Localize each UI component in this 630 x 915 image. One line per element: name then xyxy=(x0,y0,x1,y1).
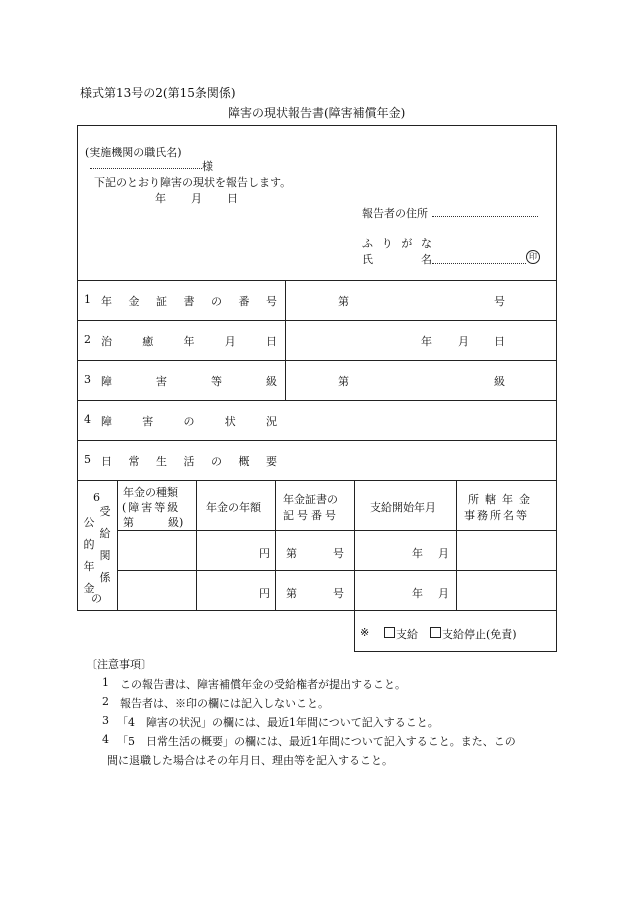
row1-label: 年 金 証 書 の 番 号 xyxy=(101,295,277,308)
note2-text: 報告者は、※印の欄には記入しないこと。 xyxy=(120,697,329,710)
data-row1-year: 年 xyxy=(412,547,423,560)
seal-mark: 印 xyxy=(526,250,540,264)
note1-text: この報告書は、障害補償年金の受給権者が提出すること。 xyxy=(120,678,406,691)
header-office-line2: 事務所名等 xyxy=(464,509,529,522)
data-row1-go: 号 xyxy=(333,547,344,560)
data-row2-go: 号 xyxy=(333,587,344,600)
label-shikyu: 支給 xyxy=(396,628,418,641)
checkbox-shikyu[interactable] xyxy=(384,627,395,638)
header-cert-line1: 年金証書の xyxy=(283,493,338,506)
label-teishi: 支給停止(免責) xyxy=(442,628,517,641)
row3-number: 3 xyxy=(84,373,91,386)
header-amount: 年金の年額 xyxy=(206,501,261,514)
col-line xyxy=(456,480,457,611)
data-row2-year: 年 xyxy=(412,587,423,600)
notes-title: 〔注意事項〕 xyxy=(86,658,152,671)
header-type-line3b: 級) xyxy=(168,516,184,529)
data-row2-month: 月 xyxy=(438,587,449,600)
note3-number: 3 xyxy=(102,714,109,727)
note2-number: 2 xyxy=(102,695,109,708)
header-start: 支給開始年月 xyxy=(370,501,436,514)
note1-number: 1 xyxy=(102,676,109,689)
page-title: 障害の現状報告書(障害補償年金) xyxy=(228,106,406,120)
col-line xyxy=(285,280,286,400)
row-line xyxy=(77,320,557,321)
row2-day: 日 xyxy=(494,335,505,348)
checkbox-teishi[interactable] xyxy=(430,627,441,638)
section6-number: 6 xyxy=(93,491,100,504)
row3-dai: 第 xyxy=(338,375,349,388)
row5-label: 日 常 生 活 の 概 要 xyxy=(101,455,277,468)
header-cert-line2: 記号番号 xyxy=(283,509,339,522)
section6-particle: の xyxy=(91,592,102,605)
row-line xyxy=(77,280,557,281)
data-row2-dai: 第 xyxy=(286,587,297,600)
note3-text: 「4 障害の状況」の欄には、最近1年間について記入すること。 xyxy=(117,716,439,729)
row1-dai: 第 xyxy=(338,295,349,308)
section6-vertical-col2: 受 給 関 係 xyxy=(99,505,111,584)
data-row2-yen: 円 xyxy=(259,587,270,600)
data-row1-dai: 第 xyxy=(286,547,297,560)
note4-text-line2: 間に退職した場合はその年月日、理由等を記入すること。 xyxy=(107,754,393,767)
row-line xyxy=(117,570,557,571)
data-row1-month: 月 xyxy=(438,547,449,560)
form-number: 様式第13号の2(第15条関係) xyxy=(80,86,236,100)
row5-number: 5 xyxy=(84,453,91,466)
col-line xyxy=(117,480,118,611)
table-border-right xyxy=(556,125,557,652)
furigana-label: ふ り が な xyxy=(362,237,432,250)
row2-number: 2 xyxy=(84,333,91,346)
section6-vertical-col1: 公 的 年 金 xyxy=(83,516,95,595)
row-line xyxy=(77,480,557,481)
header-type-line3a: 第 xyxy=(123,516,134,529)
row-line xyxy=(77,400,557,401)
col-line xyxy=(354,480,355,652)
date-month: 月 xyxy=(191,192,202,205)
col-line xyxy=(275,480,276,611)
data-row1-yen: 円 xyxy=(259,547,270,560)
row-line xyxy=(77,610,557,611)
address-label: 報告者の住所 xyxy=(362,207,428,220)
row2-year: 年 xyxy=(421,335,432,348)
note4-number: 4 xyxy=(102,733,109,746)
row2-label: 治 癒 年 月 日 xyxy=(101,335,277,348)
row-line xyxy=(117,530,557,531)
row1-number: 1 xyxy=(84,293,91,306)
agency-name-line[interactable] xyxy=(90,168,202,169)
date-year: 年 xyxy=(155,192,166,205)
address-line[interactable] xyxy=(432,216,538,217)
row-line xyxy=(77,440,557,441)
header-type-line1: 年金の種類 xyxy=(123,486,178,499)
header-office-line1: 所轄年金 xyxy=(468,493,536,506)
agency-label: (実施機関の職氏名) xyxy=(85,146,182,159)
office-use-mark: ※ xyxy=(360,626,370,639)
header-type-line2: (障害等級 xyxy=(122,501,181,514)
row-line xyxy=(354,651,557,652)
row4-label: 障 害 の 状 況 xyxy=(101,415,277,428)
table-border-top xyxy=(77,125,557,126)
table-border-left xyxy=(77,125,78,611)
row2-month: 月 xyxy=(458,335,469,348)
note4-text: 「5 日常生活の概要」の欄には、最近1年間について記入すること。また、この xyxy=(117,735,516,748)
col-line xyxy=(196,480,197,611)
honorific: 様 xyxy=(202,160,213,173)
row4-number: 4 xyxy=(84,413,91,426)
name-line[interactable] xyxy=(432,263,526,264)
name-label: 氏 名 xyxy=(362,253,432,266)
row1-go: 号 xyxy=(494,295,505,308)
row3-label: 障 害 等 級 xyxy=(101,375,277,388)
row3-kyu: 級 xyxy=(494,375,505,388)
date-day: 日 xyxy=(227,192,238,205)
intro-text: 下記のとおり障害の現状を報告します。 xyxy=(94,176,292,189)
row-line xyxy=(77,360,557,361)
